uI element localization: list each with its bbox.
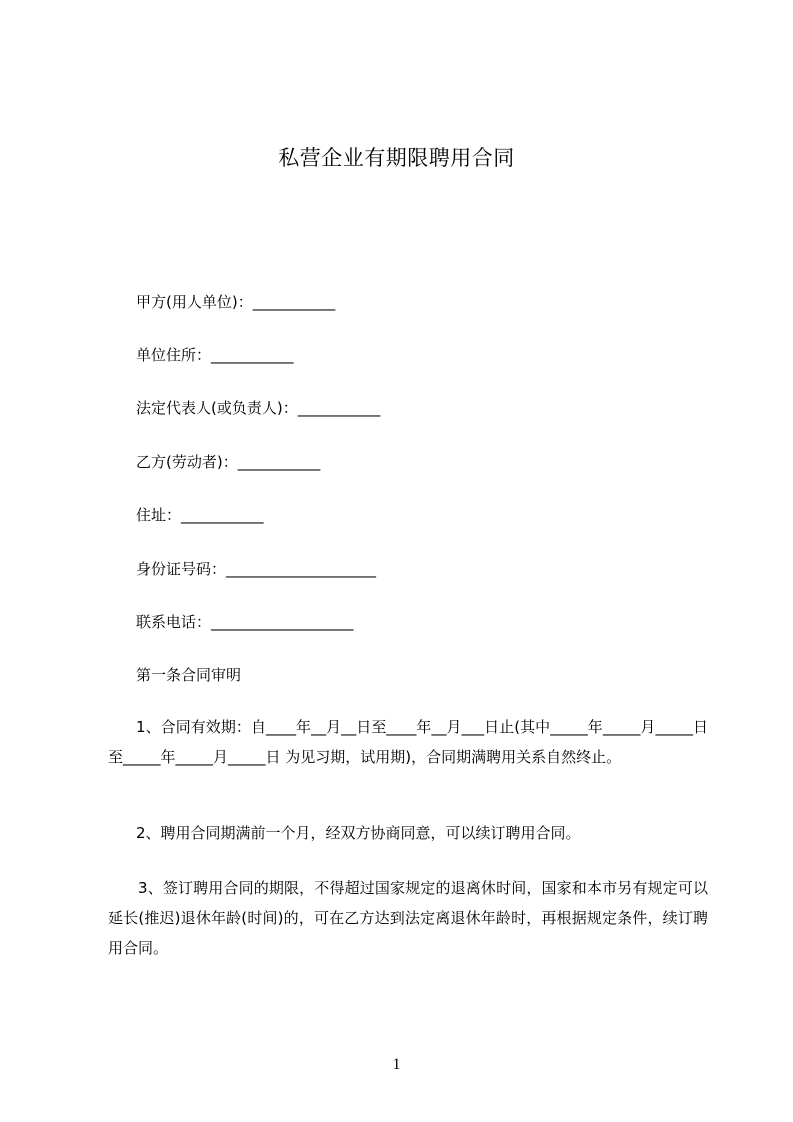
section-heading: 第一条合同审明 (136, 666, 242, 684)
page-number: 1 (392, 1056, 401, 1073)
document-title: 私营企业有期限聘用合同 (278, 146, 515, 170)
field-legal-representative: 法定代表人(或负责人)：___________ (136, 399, 381, 417)
field-address: 住址：___________ (136, 506, 264, 524)
field-id-number: 身份证号码：____________________ (136, 560, 377, 578)
field-party-b: 乙方(劳动者)：___________ (136, 453, 321, 471)
field-phone: 联系电话：___________________ (136, 613, 354, 631)
clause-2: 2、聘用合同期满前一个月，经双方协商同意，可以续订聘用合同。 (136, 824, 581, 842)
clause-3: 3、签订聘用合同的期限，不得超过国家规定的退离休时间，国家和本市另有规定可以延长(推迟)退休年龄(时间)的，可在乙方达到法定离退休年龄时，再根据规定条件，续订聘用合同。 (108, 879, 708, 957)
field-unit-address: 单位住所：___________ (136, 346, 294, 364)
clause-1: 1、合同有效期：自____年__月__日至____年__月___日止(其中_____年_____月_____日 至_____年_____月_____日 为见习期，试用期)，合同期满聘用关系自然终止。 (108, 718, 708, 766)
field-party-a: 甲方(用人单位)：___________ (136, 293, 336, 311)
